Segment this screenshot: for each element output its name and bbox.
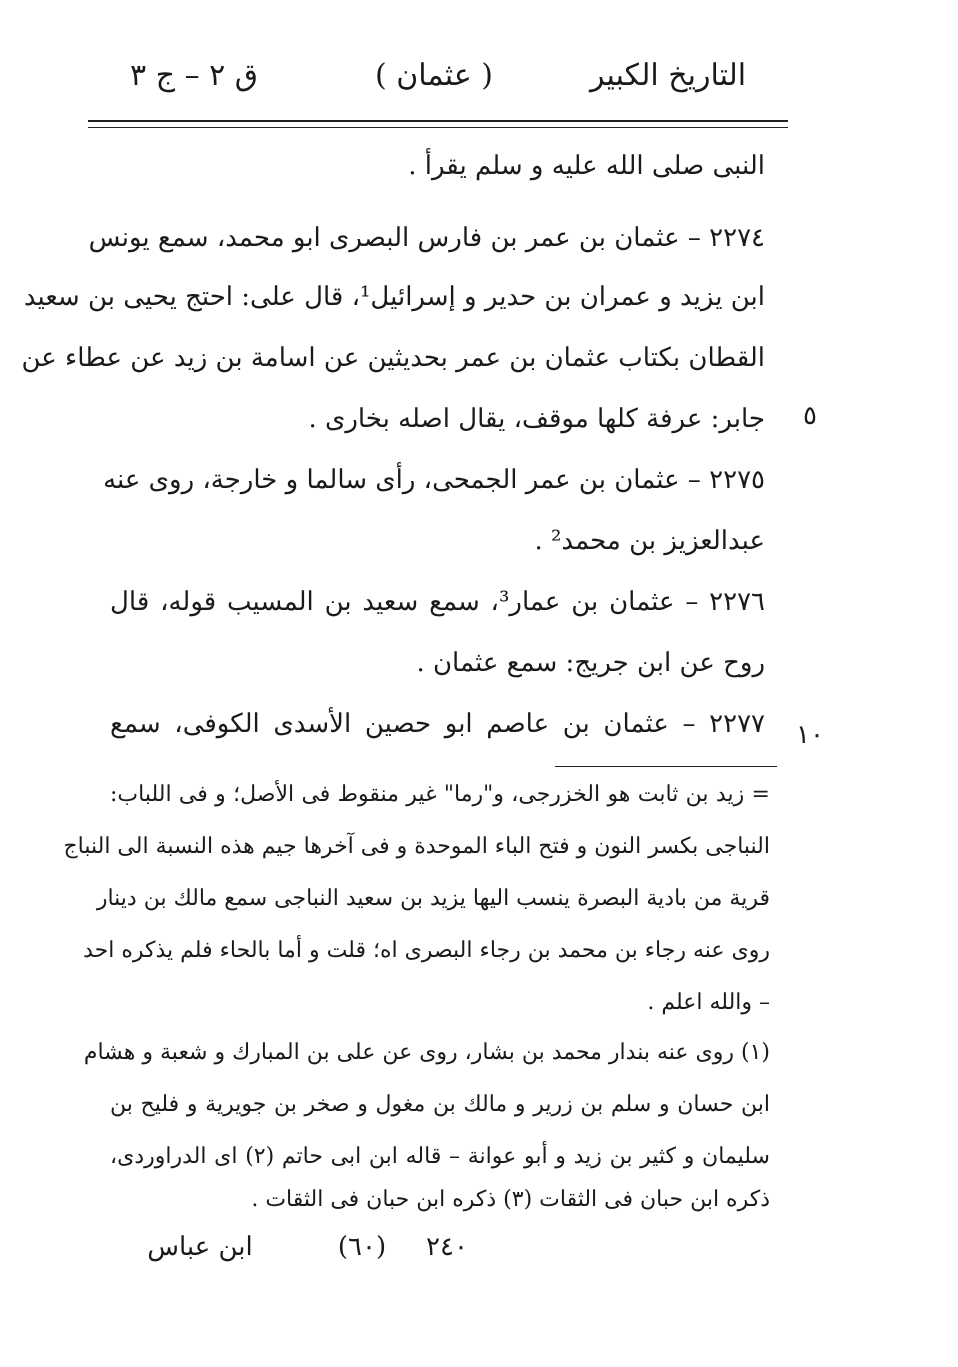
footnote-rule [555,766,777,767]
footnote-continuation-line: قرية من بادية البصرة ينسب اليها يزيد بن سعيد النباجى سمع مالك بن دينار [96,886,770,911]
entry-2277-line: ٢٢٧٧ – عثمان بن عاصم ابو حصين الأسدى الكوفى، سمع [110,709,765,739]
main-text-line: جابر: عرفة كلها موقف، يقال اصله بخارى . [308,404,765,434]
page-number: ٢٤٠ [426,1232,468,1262]
entry-2276-line: ٢٢٧٦ – عثمان بن عمار³، سمع سعيد بن المسيب قوله، قال [110,587,766,617]
footnote-line: ابن حسان و سلم بن زرير و مالك بن مغول و صخر بن جويرية و فليح بن [110,1092,770,1117]
footnote-continuation-line: – والله اعلم . [647,990,770,1015]
footnote-line: (١) روى عنه بندار محمد بن بشار، روى عن على بن المبارك و شعبة و هشام [83,1040,770,1065]
volume-reference: ق ٢ – ج ٣ [130,58,259,93]
line-number-10: ١٠ [796,720,824,750]
header-rule-thick [88,120,788,122]
footnote-continuation-line: النباجى بكسر النون و فتح الباء الموحدة و فى آخرها جيم هذه النسبة الى النباج [63,834,770,859]
footnote-line: سليمان و كثير بن زيد و أبو عوانة – قاله ابن ابى حاتم (٢) اى الدراوردى، [110,1144,770,1169]
entry-2275-line: ٢٢٧٥ – عثمان بن عمر الجمحى، رأى سالما و خارجة، روى عنه [103,465,765,495]
main-text-line: القطان بكتاب عثمان بن عمر بحديثين عن اسامة بن زيد عن عطاء عن [21,343,765,373]
main-text-line: النبى صلى الله عليه و سلم يقرأ . [408,151,765,181]
section-name: ( عثمان ) [375,58,493,93]
main-text-line: عبدالعزيز بن محمد² . [534,526,765,556]
footnote-continuation-line: = زيد بن ثابت هو الخزرجى، و"رما" غير منقوط فى الأصل؛ و فى اللباب: [110,782,770,807]
footnote-line: ذكره ابن حبان فى الثقات (٣) ذكره ابن حبان فى الثقات . [251,1187,770,1212]
signature-mark: (٦٠) [337,1232,387,1262]
footnote-continuation-line: روى عنه رجاء بن محمد بن رجاء البصرى اه؛ قلت و أما بالحاء فلم يذكره احد [83,938,770,963]
running-title: التاريخ الكبير [590,58,747,93]
entry-2274-line: ٢٢٧٤ – عثمان بن عمر بن فارس البصرى ابو محمد، سمع يونس [88,223,765,253]
main-text-line: ابن يزيد و عمران بن حدير و إسرائيل¹، قال على: احتج يحيى بن سعيد [23,282,765,312]
header-rule-thin [88,127,788,128]
line-number-5: ٥ [803,401,817,431]
main-text-line: روح عن ابن جريج: سمع عثمان . [416,648,765,678]
catchword: ابن عباس [147,1232,253,1262]
